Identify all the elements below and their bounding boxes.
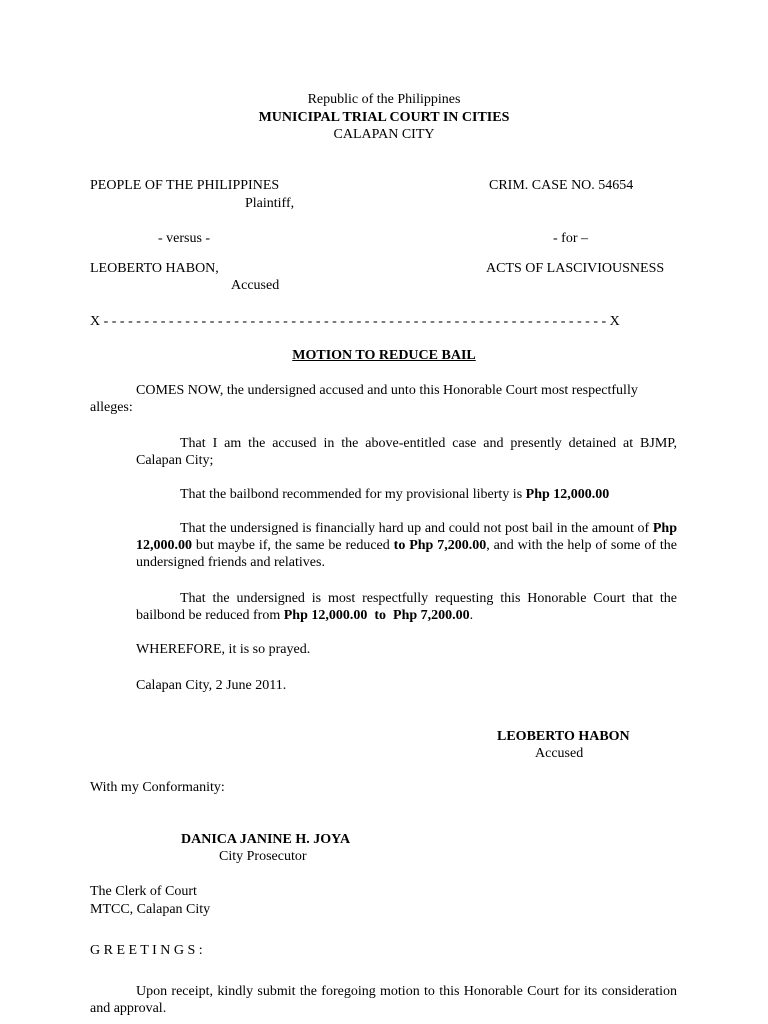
- accused-name: [90, 260, 219, 277]
- case-number: CRIM. CASE NO. 54654: [489, 178, 634, 193]
- caption-separator: X - - - - - - - - - - - - - - - - - - - - - - - - - - - - - - - - - - - - - - - - - - - - - - - - - - - - - - - - - - - - - - X: [90, 314, 620, 329]
- paragraph-3-amount-a: Php 12,000.00: [136, 521, 677, 553]
- greetings: G R E E T I N G S :: [90, 943, 203, 958]
- offense: ACTS OF LASCIVIOUSNESS: [486, 261, 665, 276]
- addressee-line-1: The Clerk of Court: [90, 884, 197, 899]
- for-label: - for –: [553, 231, 588, 246]
- paragraph-4: [136, 590, 677, 624]
- intro-continuation: alleges:: [90, 400, 133, 415]
- paragraph-3: [136, 520, 677, 571]
- paragraph-2-text: That the bailbond recommended for my provisional liberty is: [180, 487, 526, 502]
- republic-line: Republic of the Philippines: [307, 92, 461, 107]
- court-city: CALAPAN CITY: [333, 127, 435, 142]
- prayer-line: WHEREFORE, it is so prayed.: [136, 642, 311, 657]
- paragraph-3-amount-b: to Php 7,200.00: [393, 538, 487, 553]
- paragraph-4-end: .: [469, 608, 474, 623]
- paragraph-2-amount: Php 12,000.00: [525, 487, 610, 502]
- intro-line: COMES NOW, the undersigned accused and unto this Honorable Court most respectfully: [136, 383, 638, 398]
- paragraph-3-text-c: , and with the help of some of the undersigned friends and relatives.: [136, 538, 677, 570]
- paragraph-3-text-b: but maybe if, the same be reduced: [192, 538, 394, 553]
- addressee-line-2: MTCC, Calapan City: [90, 902, 211, 917]
- court-name: MUNICIPAL TRIAL COURT IN CITIES: [258, 110, 510, 125]
- paragraph-4-amounts: Php 12,000.00 to Php 7,200.00: [283, 608, 470, 623]
- paragraph-1: That I am the accused in the above-entitled case and presently detained at BJMP, Calapan City;: [136, 436, 677, 468]
- prosecutor-role: City Prosecutor: [219, 849, 307, 864]
- accused-role: Accused: [231, 278, 280, 293]
- conformity-label: With my Conformanity:: [90, 780, 225, 795]
- accused-name-text: LEOBERTO HABON,: [90, 261, 219, 276]
- paragraph-3-text-a: That the undersigned is financially hard up and could not post bail in the amount of: [180, 521, 653, 536]
- signatory-role: Accused: [535, 746, 584, 761]
- plaintiff-role: Plaintiff,: [245, 196, 295, 211]
- motion-title: MOTION TO REDUCE BAIL: [292, 348, 476, 363]
- paragraph-2: [180, 486, 609, 503]
- versus-label: - versus -: [158, 231, 211, 246]
- paragraph-4-text: That the undersigned is most respectfully requesting this Honorable Court that the bailbond be reduced from: [136, 591, 677, 623]
- signatory-name: LEOBERTO HABON: [497, 729, 630, 744]
- date-place: Calapan City, 2 June 2011.: [136, 678, 287, 693]
- closing-paragraph: Upon receipt, kindly submit the foregoing motion to this Honorable Court for its consideration and approval.: [90, 984, 677, 1016]
- plaintiff-name: PEOPLE OF THE PHILIPPINES: [90, 178, 280, 193]
- prosecutor-name: DANICA JANINE H. JOYA: [181, 832, 351, 847]
